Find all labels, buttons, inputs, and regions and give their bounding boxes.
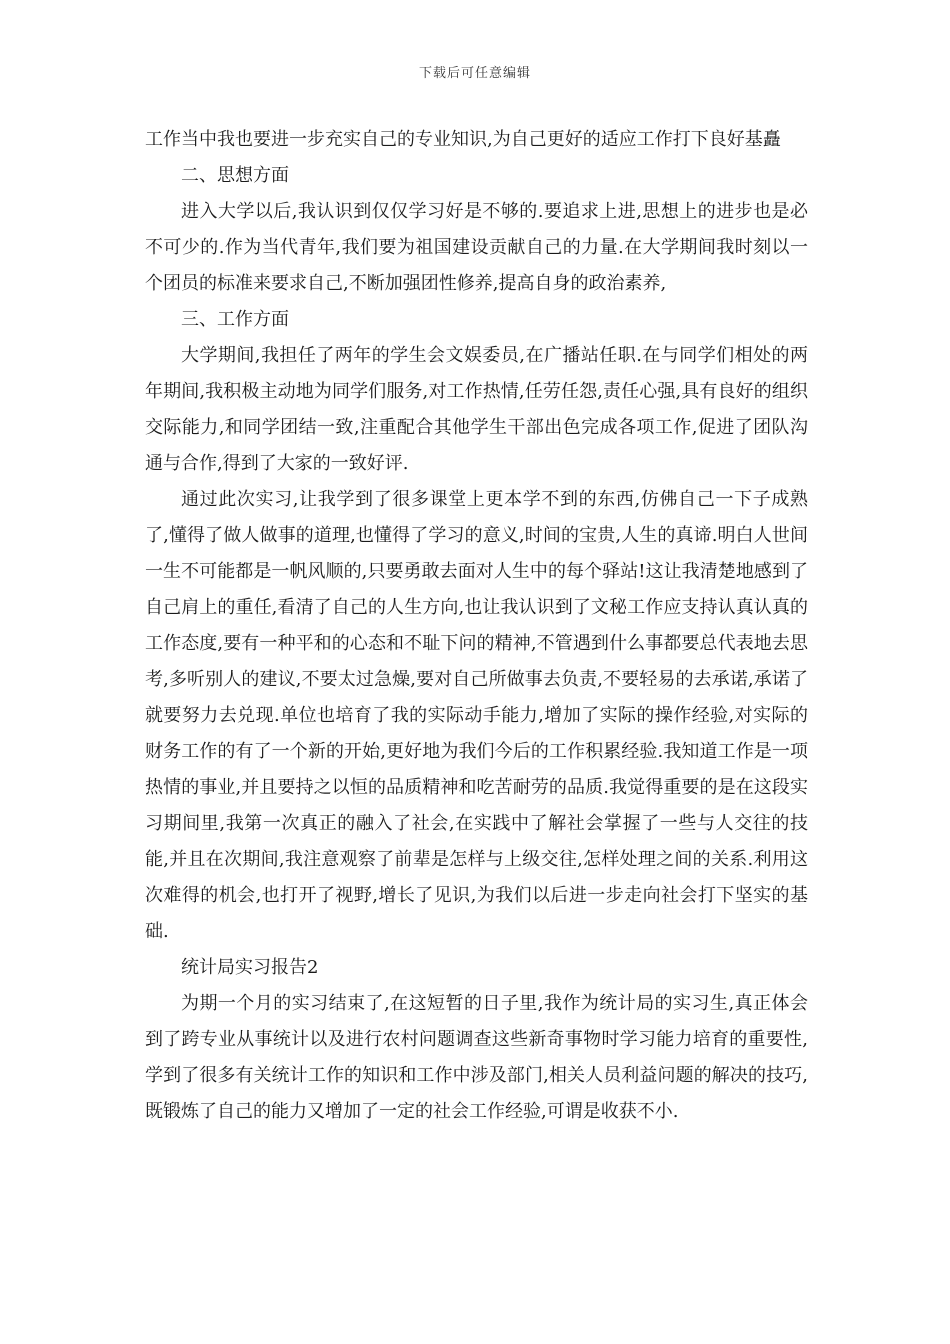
section-heading-thought: 二、思想方面 <box>181 165 289 186</box>
page-header: 下载后可任意编辑 <box>418 66 531 81</box>
paragraph-continuation: 工作当中我也要进一步充实自己的专业知识,为自己更好的适应工作打下良好基矗 <box>145 129 781 150</box>
paragraph-thought: 进入大学以后,我认识到仅仅学习好是不够的.要追求上进,思想上的进步也是必不可少的.作为当代青年,我们要为祖国建设贡献自己的力量.在大学期间我时刻以一个团员的标准来要求自己,不断加强团性修养,提高自身的政治素养, <box>145 201 808 294</box>
document-body <box>145 122 808 1130</box>
paragraph-internship-summary: 通过此次实习,让我学到了很多课堂上更本学不到的东西,仿佛自己一下子成熟了,懂得了做人做事的道理,也懂得了学习的意义,时间的宝贵,人生的真谛.明白人世间一生不可能都是一帆风顺的,只要勇敢去面对人生中的每个驿站!这让我清楚地感到了自己肩上的重任,看清了自己的人生方向,也让我认识到了文秘工作应支持认真认真的工作态度,要有一种平和的心态和不耻下问的精神,不管遇到什么事都要总代表地去思考,多听别人的建议,不要太过急燥,要对自己所做事去负责,不要轻易的去承诺,承诺了就要努力去兑现.单位也培育了我的实际动手能力,增加了实际的操作经验,对实际的财务工作的有了一个新的开始,更好地为我们今后的工作积累经验.我知道工作是一项热情的事业,并且要持之以恒的品质精神和吃苦耐劳的品质.我觉得重要的是在这段实习期间里,我第一次真正的融入了社会,在实践中了解社会掌握了一些与人交往的技能,并且在次期间,我注意观察了前辈是怎样与上级交往,怎样处理之间的关系.利用这次难得的机会,也打开了视野,增长了见识,为我们以后进一步走向社会打下坚实的基础. <box>145 489 808 942</box>
section-heading-work: 三、工作方面 <box>181 309 289 330</box>
paragraph-report-2: 为期一个月的实习结束了,在这短暂的日子里,我作为统计局的实习生,真正体会到了跨专业从事统计以及进行农村问题调查这些新奇事物时学习能力培育的重要性,学到了很多有关统计工作的知识和工作中涉及部门,相关人员利益问题的解决的技巧,既锻炼了自己的能力又增加了一定的社会工作经验,可谓是收获不小. <box>145 993 808 1122</box>
paragraph-work: 大学期间,我担任了两年的学生会文娱委员,在广播站任职.在与同学们相处的两年期间,我积极主动地为同学们服务,对工作热情,任劳任怨,责任心强,具有良好的组织交际能力,和同学团结一致,注重配合其他学生干部出色完成各项工作,促进了团队沟通与合作,得到了大家的一致好评. <box>145 345 808 474</box>
report-title-2: 统计局实习报告2 <box>181 957 319 978</box>
